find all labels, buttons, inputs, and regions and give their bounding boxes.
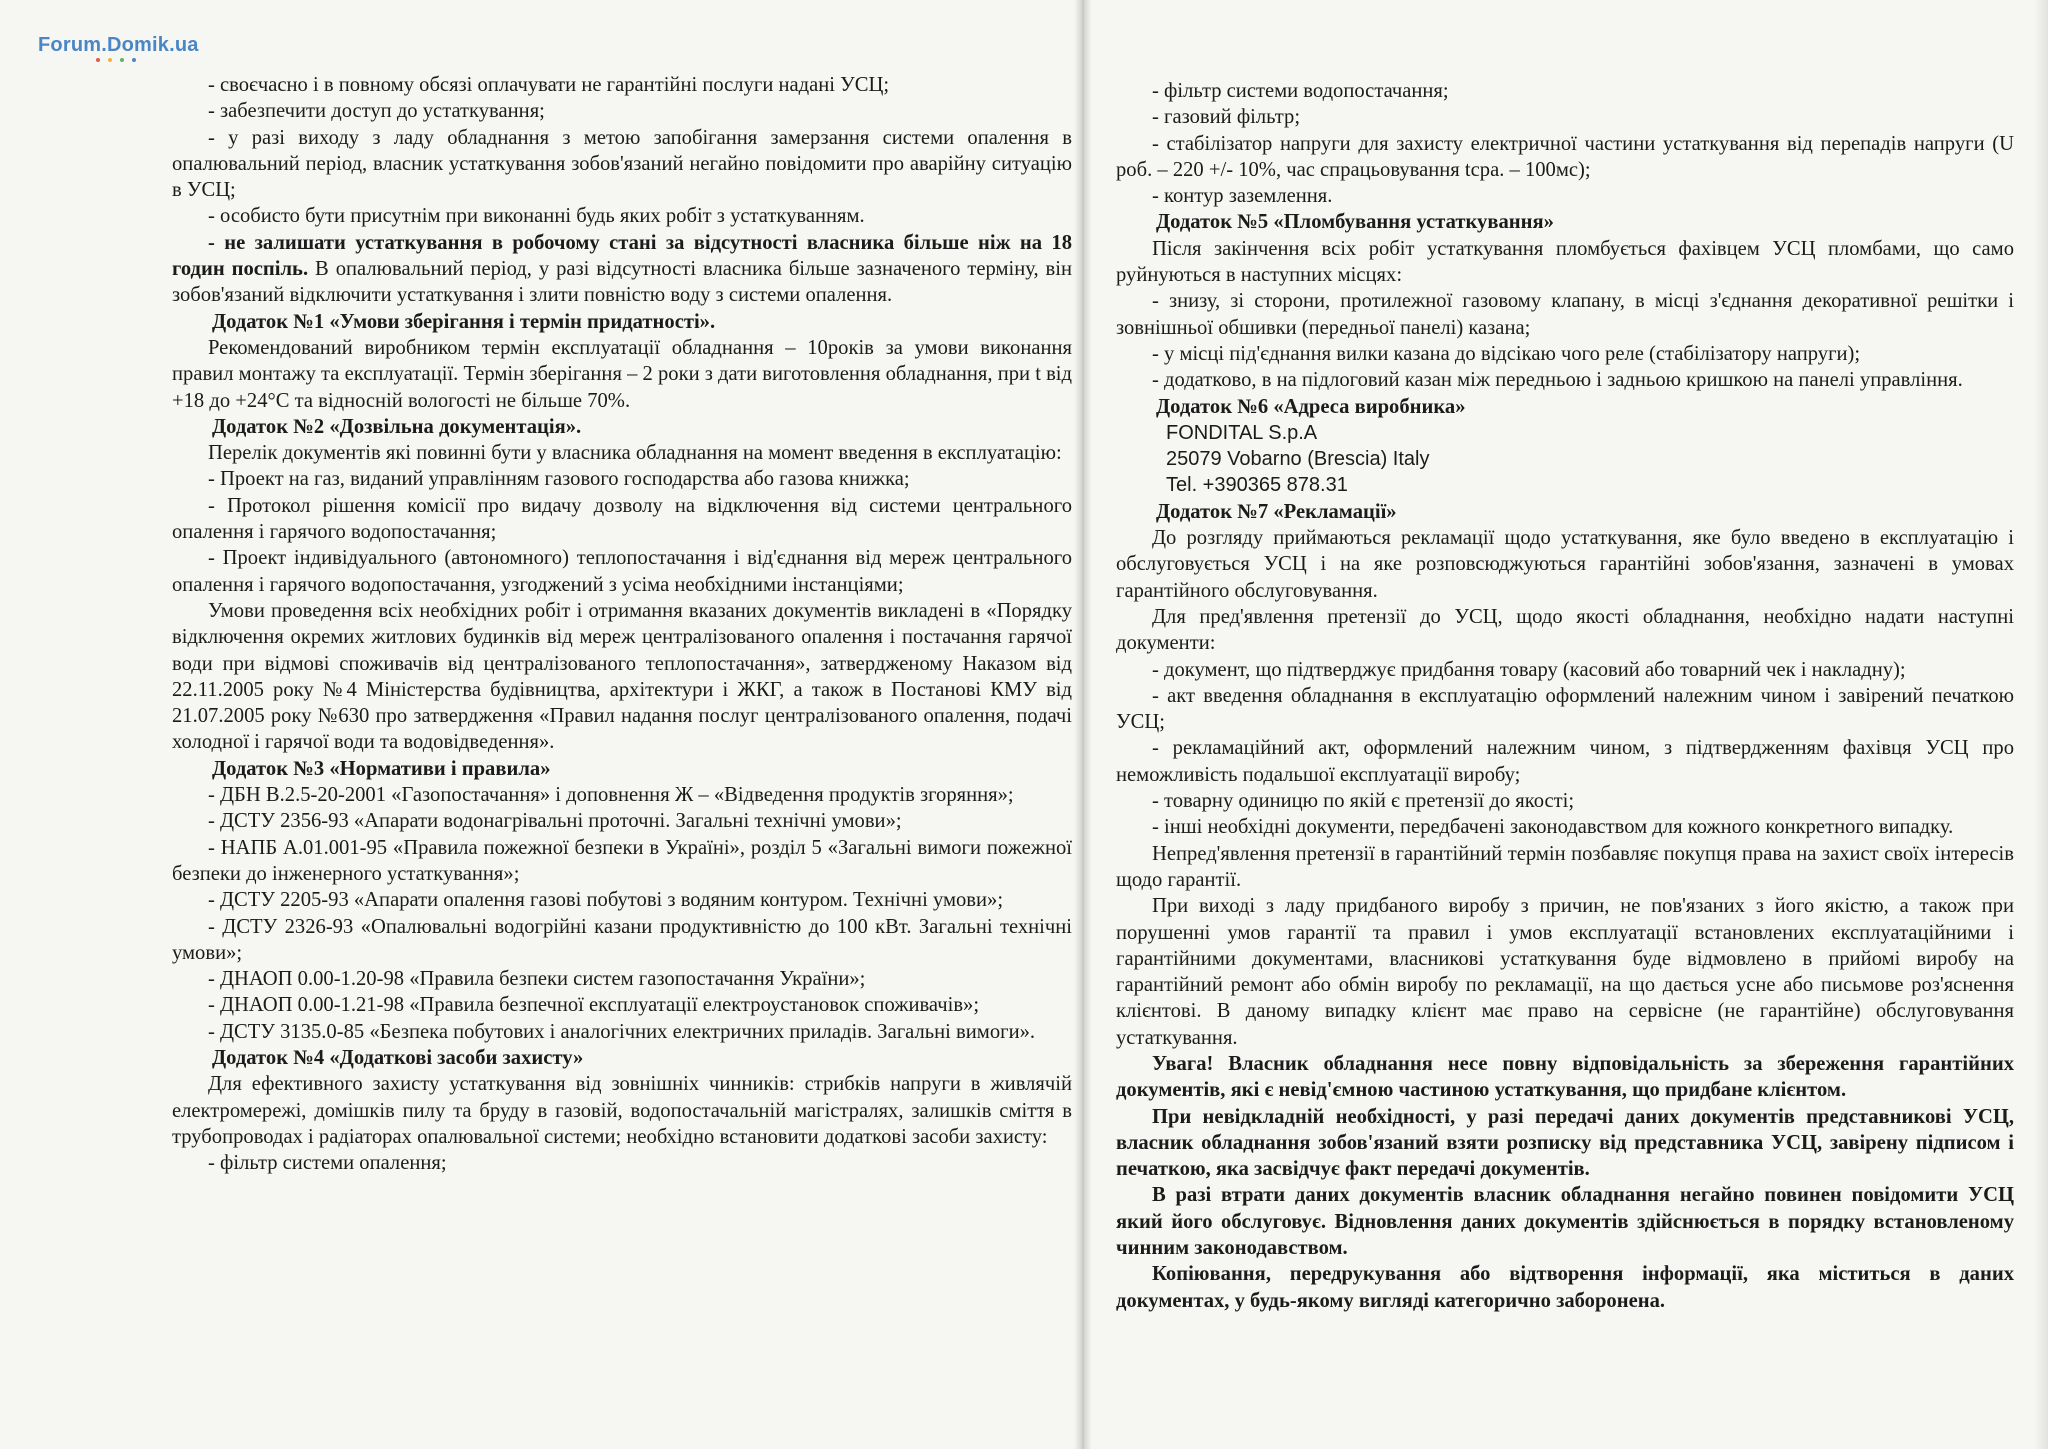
paragraph: Для пред'явлення претензії до УСЦ, щодо якості обладнання, необхідно надати наступні документи: <box>1116 605 2014 655</box>
section-heading: Додаток №4 «Додаткові засоби захисту» <box>212 1046 584 1069</box>
paragraph-text: В опалювальний період, у разі відсутності власника більше зазначеного терміну, він зобов'язаний відключити устаткування і злити повністю воду з системи опалення. <box>172 258 1072 307</box>
left-page <box>172 72 1072 1176</box>
section-heading: Додаток №6 «Адреса виробника» <box>1156 395 1466 418</box>
list-item: - Проект на газ, виданий управлінням газового господарства або газова книжка; <box>208 468 910 491</box>
list-item: - газовий фільтр; <box>1152 106 1301 129</box>
paragraph: Після закінчення всіх робіт устаткування пломбується фахівцем УСЦ пломбами, що само руйнуються в наступних місцях: <box>1116 237 2014 287</box>
list-item: - знизу, зі сторони, протилежної газовому клапану, в місці з'єднання декоративної решітки і зовнішньої обшивки (передньої панелі) казана; <box>1116 290 2014 339</box>
watermark-dot <box>108 58 112 62</box>
list-item: - товарну одиницю по якій є претензії до якості; <box>1152 790 1575 813</box>
bold-paragraph: Увага! Власник обладнання несе повну відповідальність за збереження гарантійних документів, які є невід'ємною частиною устаткування, що придбане клієнтом. <box>1116 1052 2014 1102</box>
list-item: - ДНАОП 0.00-1.20-98 «Правила безпеки систем газопостачання України»; <box>208 968 866 991</box>
site-watermark: Forum.Domik.ua <box>38 34 199 56</box>
list-item: - своєчасно і в повному обсязі оплачувати не гарантійні послуги надані УСЦ; <box>208 74 890 96</box>
paragraph: До розгляду приймаються рекламації щодо устаткування, яке було введено в експлуатацію і обслуговується УСЦ і на яке розповсюджуються гарантійні зобов'язання, зазначені в умовах гарантійного обслуговування. <box>1116 527 2014 602</box>
address-line: 25079 Vobarno (Brescia) Italy <box>1166 448 1430 471</box>
list-item: - інші необхідні документи, передбачені законодавством для кожного конкретного випадку. <box>1152 816 1954 839</box>
section-heading: Додаток №2 «Дозвільна документація». <box>212 415 582 438</box>
section-heading: Додаток №7 «Рекламації» <box>1156 500 1397 523</box>
section-heading: Додаток №5 «Пломбування устаткування» <box>1156 211 1554 234</box>
bold-paragraph: При невідкладній необхідності, у разі передачі даних документів представникові УСЦ, власник обладнання зобов'язаний взяти розписку від представника УСЦ, завірену підписом і печаткою, яка засвідчує факт передачі документів. <box>1116 1105 2014 1181</box>
list-item: - у разі виходу з ладу обладнання з метою запобігання замерзання системи опалення в опалювальний період, власник устаткування зобов'язаний негайно повідомити про аварійну ситуацію в УСЦ; <box>172 126 1072 202</box>
paragraph: Для ефективного захисту устаткування від зовнішніх чинників: стрибків напруги в живлячій електромережі, домішків пилу та бруду в газовій, водопостачальній магістралях, залишків сміття в трубопроводах і радіаторах опалювальної системи; необхідно встановити додаткові засоби захисту: <box>172 1073 1072 1148</box>
paragraph: Перелік документів які повинні бути у власника обладнання на момент введення в експлуатацію: <box>208 442 1062 465</box>
watermark-dot <box>132 58 136 62</box>
list-item: - ДСТУ 2205-93 «Апарати опалення газові побутові з водяним контуром. Технічні умови»; <box>208 889 1004 912</box>
list-item: - фільтр системи опалення; <box>208 1152 447 1175</box>
bold-text: - не залишати устаткування в робочому стані за відсутності власника більше ніж на 18 годин поспіль. <box>172 231 1072 281</box>
list-item: - ДНАОП 0.00-1.21-98 «Правила безпечної експлуатації електроустановок споживачів»; <box>208 994 980 1017</box>
list-item: - фільтр системи водопостачання; <box>1152 80 1449 102</box>
list-item: - контур заземлення. <box>1152 185 1333 208</box>
paragraph: Рекомендований виробником термін експлуатації обладнання – 10років за умови виконання правил монтажу та експлуатації. Термін зберігання – 2 роки з дати виготовлення обладнання, при t від +18 до +24°С та відносній вологості не більше 70%. <box>172 336 1072 412</box>
paragraph: Непред'явлення претензії в гарантійний термін позбавляє покупця права на захист своїх інтересів щодо гарантії. <box>1116 842 2014 891</box>
list-item: - Проект індивідуального (автономного) теплопостачання і від'єднання від мереж центрального опалення і гарячого водопостачання, узгоджений з усіма необхідними інстанціями; <box>172 547 1072 596</box>
list-item: - документ, що підтверджує придбання товару (касовий або товарний чек і накладну); <box>1152 658 1906 681</box>
list-item: - ДСТУ 3135.0-85 «Безпека побутових і аналогічних електричних приладів. Загальні вимоги». <box>208 1020 1036 1043</box>
book-spine <box>1074 0 1092 1449</box>
page-edge <box>2034 0 2048 1449</box>
bold-paragraph: В разі втрати даних документів власник обладнання негайно повинен повідомити УСЦ який його обслуговує. Відновлення даних документів здійснюється в порядку встановленому чинним законодавством. <box>1116 1184 2014 1260</box>
list-item: - ДСТУ 2326-93 «Опалювальні водогрійні казани продуктивністю до 100 кВт. Загальні технічні умови»; <box>172 915 1072 964</box>
section-heading: Додаток №3 «Нормативи і правила» <box>212 757 551 780</box>
list-item: - ДБН В.2.5-20-2001 «Газопостачання» і доповнення Ж – «Відведення продуктів згоряння»; <box>208 784 1014 807</box>
list-item: - рекламаційний акт, оформлений належним чином, з підтвердженням фахівця УСЦ про неможливість подальшої експлуатації виробу; <box>1116 737 2014 786</box>
paragraph <box>172 230 1072 309</box>
list-item: - Протокол рішення комісії про видачу дозволу на відключення від системи центрального опалення і гарячого водопостачання; <box>172 494 1072 544</box>
list-item: - додатково, в на підлоговий казан між передньою і задньою кришкою на панелі управління. <box>1152 369 1963 392</box>
list-item: - ДСТУ 2356-93 «Апарати водонагрівальні проточні. Загальні технічні умови»; <box>208 810 902 833</box>
paragraph: При виході з ладу придбаного виробу з причин, не пов'язаних з його якістю, а також при порушенні умов гарантії та правил і умов експлуатації встановлених експлуатаційними і гарантійними документами, власникові устаткування буде відмовлено в прийомі виробу на гарантійний ремонт або обмін виробу по рекламації, на що дається усне або письмове роз'яснення клієнтові. В даному випадку клієнт має право на сервісне (не гарантійне) обслуговування устаткування. <box>1116 895 2014 1049</box>
address-line: FONDITAL S.p.A <box>1166 421 1318 444</box>
list-item: - НАПБ А.01.001-95 «Правила пожежної безпеки в Україні», розділ 5 «Загальні вимоги пожежної безпеки до інженерного устаткування»; <box>172 836 1072 885</box>
right-page <box>1116 78 2014 1314</box>
list-item: - особисто бути присутнім при виконанні будь яких робіт з устаткуванням. <box>208 205 865 228</box>
address-line: Tel. +390365 878.31 <box>1166 474 1348 497</box>
list-item: - у місці під'єднання вилки казана до відсікаю чого реле (стабілізатору напруги); <box>1152 342 1861 365</box>
paragraph: Умови проведення всіх необхідних робіт і отримання вказаних документів викладені в «Порядку відключення окремих житлових будинків від мереж централізованого опалення і постачання гарячої води при відмові споживачів від централізованого теплопостачання», затвердженому Наказом від 22.11.2005 року №4 Міністерства будівництва, архітектури і ЖКГ, а також в Постанові КМУ від 21.07.2005 року №630 про затвердження «Правил надання послуг централізованого опалення, подачі холодної і гарячої води та водовідведення». <box>172 599 1072 754</box>
list-item: - забезпечити доступ до устаткування; <box>208 100 545 123</box>
list-item: - стабілізатор напруги для захисту електричної частини устаткування від перепадів напруги (U роб. – 220 +/- 10%, час спрацьовування tсра. – 100мс); <box>1116 132 2014 181</box>
watermark-dot <box>96 58 100 62</box>
list-item: - акт введення обладнання в експлуатацію оформлений належним чином і завірений печаткою УСЦ; <box>1116 684 2014 734</box>
watermark-dot <box>120 58 124 62</box>
bold-paragraph: Копіювання, передрукування або відтворення інформації, яка міститься в даних документах, у будь-якому вигляді категорично заборонена. <box>1116 1263 2014 1312</box>
section-heading: Додаток №1 «Умови зберігання і термін придатності». <box>212 310 716 333</box>
watermark-dots <box>96 58 136 62</box>
